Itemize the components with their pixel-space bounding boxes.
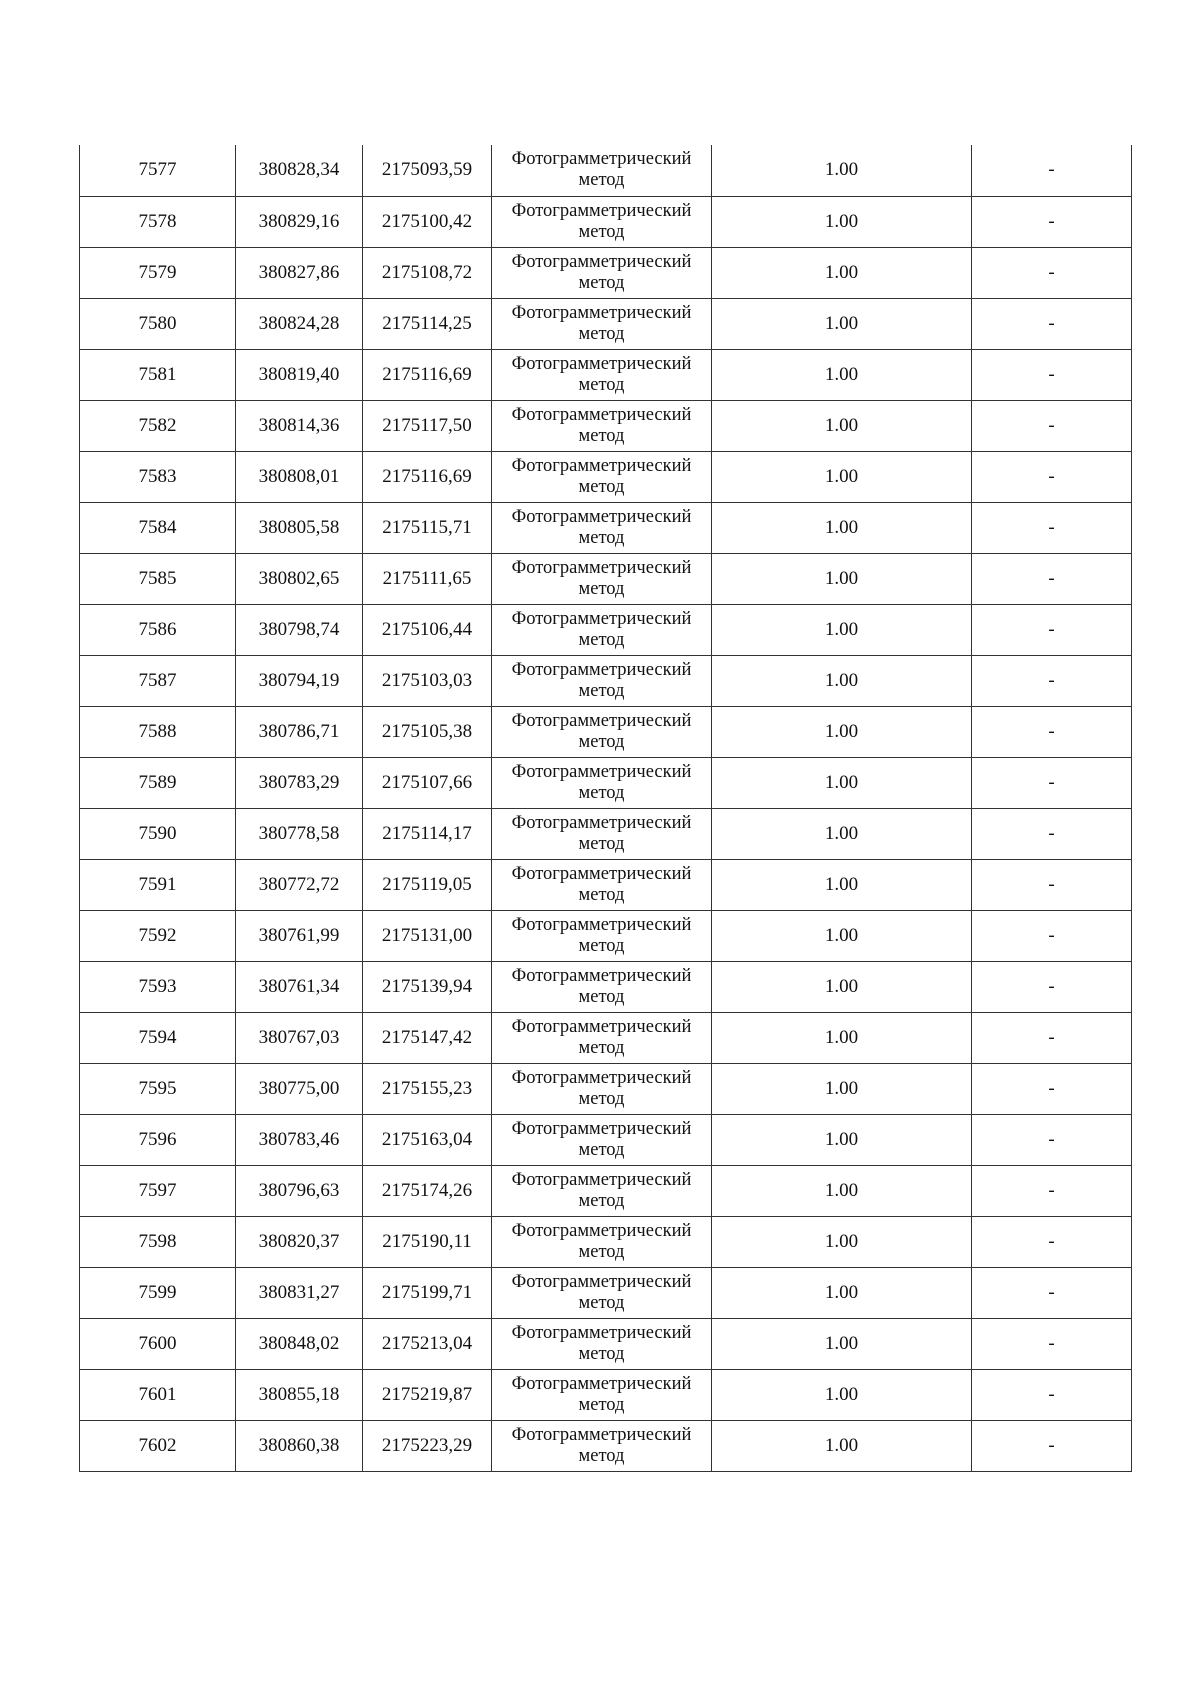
point-number-cell: 7599 (80, 1267, 236, 1318)
accuracy-cell: 1.00 (712, 145, 972, 196)
note-cell: - (972, 196, 1132, 247)
table-row (80, 400, 1132, 451)
method-cell: Фотограмметрический метод (492, 400, 712, 451)
y-coordinate-cell: 2175199,71 (363, 1267, 492, 1318)
x-coordinate-cell: 380831,27 (236, 1267, 363, 1318)
y-coordinate-cell: 2175111,65 (363, 553, 492, 604)
x-coordinate-cell: 380848,02 (236, 1318, 363, 1369)
x-coordinate-cell: 380855,18 (236, 1369, 363, 1420)
accuracy-cell: 1.00 (712, 961, 972, 1012)
x-coordinate-cell: 380820,37 (236, 1216, 363, 1267)
note-cell: - (972, 1063, 1132, 1114)
point-number-cell: 7582 (80, 400, 236, 451)
note-cell: - (972, 1420, 1132, 1471)
accuracy-cell: 1.00 (712, 502, 972, 553)
method-cell: Фотограмметрический метод (492, 961, 712, 1012)
point-number-cell: 7598 (80, 1216, 236, 1267)
table-row (80, 1165, 1132, 1216)
x-coordinate-cell: 380798,74 (236, 604, 363, 655)
method-cell: Фотограмметрический метод (492, 706, 712, 757)
table-row (80, 1114, 1132, 1165)
y-coordinate-cell: 2175119,05 (363, 859, 492, 910)
x-coordinate-cell: 380808,01 (236, 451, 363, 502)
x-coordinate-cell: 380860,38 (236, 1420, 363, 1471)
y-coordinate-cell: 2175115,71 (363, 502, 492, 553)
table-row (80, 196, 1132, 247)
note-cell: - (972, 553, 1132, 604)
table-row (80, 451, 1132, 502)
note-cell: - (972, 145, 1132, 196)
accuracy-cell: 1.00 (712, 451, 972, 502)
x-coordinate-cell: 380796,63 (236, 1165, 363, 1216)
note-cell: - (972, 1165, 1132, 1216)
x-coordinate-cell: 380783,29 (236, 757, 363, 808)
x-coordinate-cell: 380794,19 (236, 655, 363, 706)
method-cell: Фотограмметрический метод (492, 1420, 712, 1471)
note-cell: - (972, 1216, 1132, 1267)
y-coordinate-cell: 2175114,17 (363, 808, 492, 859)
y-coordinate-cell: 2175147,42 (363, 1012, 492, 1063)
note-cell: - (972, 1369, 1132, 1420)
point-number-cell: 7578 (80, 196, 236, 247)
accuracy-cell: 1.00 (712, 349, 972, 400)
table-row (80, 247, 1132, 298)
accuracy-cell: 1.00 (712, 757, 972, 808)
method-cell: Фотограмметрический метод (492, 247, 712, 298)
table-row (80, 1012, 1132, 1063)
method-cell: Фотограмметрический метод (492, 1165, 712, 1216)
accuracy-cell: 1.00 (712, 1114, 972, 1165)
table-row (80, 1318, 1132, 1369)
x-coordinate-cell: 380828,34 (236, 145, 363, 196)
point-number-cell: 7587 (80, 655, 236, 706)
table-row (80, 1420, 1132, 1471)
x-coordinate-cell: 380761,99 (236, 910, 363, 961)
point-number-cell: 7594 (80, 1012, 236, 1063)
table-row (80, 655, 1132, 706)
y-coordinate-cell: 2175103,03 (363, 655, 492, 706)
method-cell: Фотограмметрический метод (492, 1216, 712, 1267)
x-coordinate-cell: 380772,72 (236, 859, 363, 910)
y-coordinate-cell: 2175174,26 (363, 1165, 492, 1216)
x-coordinate-cell: 380767,03 (236, 1012, 363, 1063)
table-row (80, 1267, 1132, 1318)
accuracy-cell: 1.00 (712, 553, 972, 604)
y-coordinate-cell: 2175114,25 (363, 298, 492, 349)
x-coordinate-cell: 380761,34 (236, 961, 363, 1012)
y-coordinate-cell: 2175108,72 (363, 247, 492, 298)
y-coordinate-cell: 2175213,04 (363, 1318, 492, 1369)
method-cell: Фотограмметрический метод (492, 910, 712, 961)
accuracy-cell: 1.00 (712, 706, 972, 757)
note-cell: - (972, 604, 1132, 655)
point-number-cell: 7581 (80, 349, 236, 400)
accuracy-cell: 1.00 (712, 400, 972, 451)
x-coordinate-cell: 380829,16 (236, 196, 363, 247)
note-cell: - (972, 808, 1132, 859)
accuracy-cell: 1.00 (712, 298, 972, 349)
note-cell: - (972, 451, 1132, 502)
note-cell: - (972, 400, 1132, 451)
y-coordinate-cell: 2175107,66 (363, 757, 492, 808)
accuracy-cell: 1.00 (712, 1318, 972, 1369)
note-cell: - (972, 298, 1132, 349)
y-coordinate-cell: 2175155,23 (363, 1063, 492, 1114)
note-cell: - (972, 655, 1132, 706)
point-number-cell: 7589 (80, 757, 236, 808)
accuracy-cell: 1.00 (712, 1267, 972, 1318)
table-row (80, 298, 1132, 349)
method-cell: Фотограмметрический метод (492, 808, 712, 859)
point-number-cell: 7579 (80, 247, 236, 298)
accuracy-cell: 1.00 (712, 808, 972, 859)
accuracy-cell: 1.00 (712, 196, 972, 247)
point-number-cell: 7596 (80, 1114, 236, 1165)
method-cell: Фотограмметрический метод (492, 604, 712, 655)
method-cell: Фотограмметрический метод (492, 1318, 712, 1369)
method-cell: Фотограмметрический метод (492, 502, 712, 553)
point-number-cell: 7590 (80, 808, 236, 859)
table-row (80, 706, 1132, 757)
point-number-cell: 7580 (80, 298, 236, 349)
accuracy-cell: 1.00 (712, 247, 972, 298)
x-coordinate-cell: 380786,71 (236, 706, 363, 757)
table-row (80, 1063, 1132, 1114)
point-number-cell: 7591 (80, 859, 236, 910)
method-cell: Фотограмметрический метод (492, 1012, 712, 1063)
method-cell: Фотограмметрический метод (492, 1063, 712, 1114)
accuracy-cell: 1.00 (712, 1369, 972, 1420)
table-row (80, 1369, 1132, 1420)
y-coordinate-cell: 2175190,11 (363, 1216, 492, 1267)
table-row (80, 961, 1132, 1012)
x-coordinate-cell: 380778,58 (236, 808, 363, 859)
note-cell: - (972, 1318, 1132, 1369)
x-coordinate-cell: 380824,28 (236, 298, 363, 349)
note-cell: - (972, 502, 1132, 553)
x-coordinate-cell: 380805,58 (236, 502, 363, 553)
table-row (80, 1216, 1132, 1267)
point-number-cell: 7601 (80, 1369, 236, 1420)
note-cell: - (972, 1267, 1132, 1318)
x-coordinate-cell: 380827,86 (236, 247, 363, 298)
table-row (80, 910, 1132, 961)
method-cell: Фотограмметрический метод (492, 349, 712, 400)
accuracy-cell: 1.00 (712, 1012, 972, 1063)
method-cell: Фотограмметрический метод (492, 655, 712, 706)
note-cell: - (972, 961, 1132, 1012)
table-row (80, 757, 1132, 808)
method-cell: Фотограмметрический метод (492, 145, 712, 196)
point-number-cell: 7595 (80, 1063, 236, 1114)
accuracy-cell: 1.00 (712, 604, 972, 655)
y-coordinate-cell: 2175093,59 (363, 145, 492, 196)
point-number-cell: 7600 (80, 1318, 236, 1369)
note-cell: - (972, 859, 1132, 910)
method-cell: Фотограмметрический метод (492, 196, 712, 247)
y-coordinate-cell: 2175116,69 (363, 451, 492, 502)
method-cell: Фотограмметрический метод (492, 757, 712, 808)
x-coordinate-cell: 380775,00 (236, 1063, 363, 1114)
y-coordinate-cell: 2175100,42 (363, 196, 492, 247)
y-coordinate-cell: 2175117,50 (363, 400, 492, 451)
method-cell: Фотограмметрический метод (492, 298, 712, 349)
x-coordinate-cell: 380819,40 (236, 349, 363, 400)
method-cell: Фотограмметрический метод (492, 1369, 712, 1420)
point-number-cell: 7588 (80, 706, 236, 757)
x-coordinate-cell: 380802,65 (236, 553, 363, 604)
accuracy-cell: 1.00 (712, 910, 972, 961)
coordinates-table-body (80, 145, 1132, 1471)
x-coordinate-cell: 380814,36 (236, 400, 363, 451)
point-number-cell: 7584 (80, 502, 236, 553)
y-coordinate-cell: 2175106,44 (363, 604, 492, 655)
table-row (80, 145, 1132, 196)
accuracy-cell: 1.00 (712, 1420, 972, 1471)
method-cell: Фотограмметрический метод (492, 451, 712, 502)
point-number-cell: 7602 (80, 1420, 236, 1471)
y-coordinate-cell: 2175139,94 (363, 961, 492, 1012)
point-number-cell: 7586 (80, 604, 236, 655)
point-number-cell: 7597 (80, 1165, 236, 1216)
accuracy-cell: 1.00 (712, 1063, 972, 1114)
point-number-cell: 7577 (80, 145, 236, 196)
table-row (80, 553, 1132, 604)
note-cell: - (972, 1114, 1132, 1165)
point-number-cell: 7592 (80, 910, 236, 961)
y-coordinate-cell: 2175105,38 (363, 706, 492, 757)
point-number-cell: 7585 (80, 553, 236, 604)
note-cell: - (972, 910, 1132, 961)
accuracy-cell: 1.00 (712, 859, 972, 910)
y-coordinate-cell: 2175131,00 (363, 910, 492, 961)
point-number-cell: 7593 (80, 961, 236, 1012)
note-cell: - (972, 247, 1132, 298)
method-cell: Фотограмметрический метод (492, 1114, 712, 1165)
note-cell: - (972, 349, 1132, 400)
note-cell: - (972, 1012, 1132, 1063)
table-row (80, 808, 1132, 859)
method-cell: Фотограмметрический метод (492, 553, 712, 604)
table-row (80, 502, 1132, 553)
y-coordinate-cell: 2175163,04 (363, 1114, 492, 1165)
note-cell: - (972, 706, 1132, 757)
point-number-cell: 7583 (80, 451, 236, 502)
table-row (80, 349, 1132, 400)
accuracy-cell: 1.00 (712, 655, 972, 706)
y-coordinate-cell: 2175116,69 (363, 349, 492, 400)
method-cell: Фотограмметрический метод (492, 1267, 712, 1318)
table-row (80, 859, 1132, 910)
accuracy-cell: 1.00 (712, 1216, 972, 1267)
coordinates-table (79, 145, 1132, 1472)
y-coordinate-cell: 2175223,29 (363, 1420, 492, 1471)
method-cell: Фотограмметрический метод (492, 859, 712, 910)
note-cell: - (972, 757, 1132, 808)
table-row (80, 604, 1132, 655)
accuracy-cell: 1.00 (712, 1165, 972, 1216)
y-coordinate-cell: 2175219,87 (363, 1369, 492, 1420)
x-coordinate-cell: 380783,46 (236, 1114, 363, 1165)
